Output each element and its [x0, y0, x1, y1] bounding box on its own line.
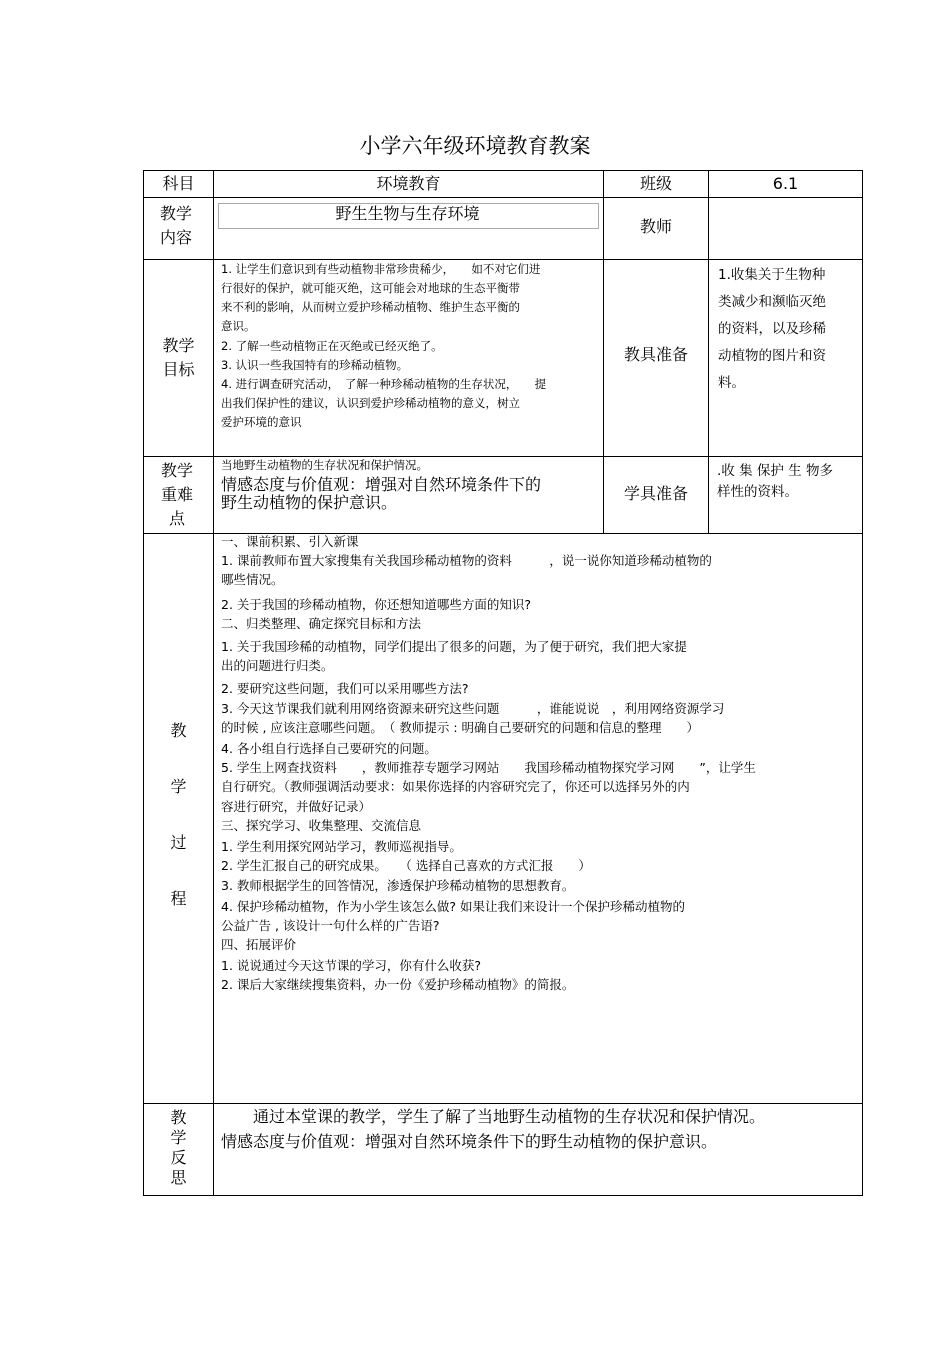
tools-list — [718, 262, 858, 397]
content-label-text: 教学内容 — [159, 204, 192, 247]
process-line: 自行研究。（教师强调活动要求：如果你选择的内容研究完了，你还可以选择另外的内 — [221, 779, 690, 795]
process-line: 哪些情况。 — [221, 572, 284, 588]
goal-line: 行很好的保护，就可能灭绝，这可能会对地球的生态平衡带 — [221, 281, 520, 295]
content-label — [152, 202, 200, 250]
tools-line: 类减少和濒临灭绝 — [718, 294, 826, 310]
process-line: 1. 课前教师布置大家搜集有关我国珍稀动植物的资料 ，说一说你知道珍稀动植物的 — [221, 553, 712, 569]
process-line: 5. 学生上网查找资料 ，教师推荐专题学习网站 我国珍稀动植物探究学习网 ”，让学生 — [221, 760, 756, 776]
student-line: 样性的资料。 — [717, 484, 798, 500]
reflect-line: 情感态度与价值观：增强对自然环境条件下的野生动植物的保护意识。 — [221, 1132, 718, 1151]
goals-list — [221, 260, 601, 432]
process-line: 出的问题进行归类。 — [221, 658, 334, 674]
key-big-line: 野生动植物的保护意识。 — [221, 493, 398, 512]
col-divider — [213, 170, 214, 1196]
class-value: 6.1 — [772, 174, 799, 193]
subject-value: 环境教育 — [376, 174, 441, 193]
goal-line: 1. 让学生们意识到有些动植物非常珍贵稀少， 如不对它们进 — [221, 262, 541, 276]
goal-line: 3. 认识一些我国特有的珍稀动植物。 — [221, 358, 409, 372]
process-line: 容进行研究，并做好记录） — [221, 798, 372, 814]
teacher-value — [709, 198, 862, 256]
key-label — [152, 459, 202, 531]
teacher-label: 教师 — [639, 217, 672, 236]
process-char: 教 — [170, 721, 187, 740]
tools-line: 料。 — [718, 375, 745, 391]
student-label: 学具准备 — [623, 484, 688, 503]
content-value: 野生生物与生存环境 — [335, 204, 480, 223]
reflect-line: 通过本堂课的教学，学生了解了当地野生动植物的生存状况和保护情况。 — [221, 1107, 766, 1126]
goal-line: 来不利的影响，从而树立爱护珍稀动植物、维护生态平衡的 — [221, 300, 520, 314]
reflect-content — [221, 1104, 861, 1154]
table-border-bottom — [143, 1195, 863, 1196]
reflect-char: 学 — [170, 1128, 187, 1147]
goals-label — [144, 260, 213, 456]
process-content — [221, 532, 859, 995]
process-line: 2. 课后大家继续搜集资料，办一份《爱护珍稀动植物》的简报。 — [221, 977, 575, 993]
process-char: 程 — [170, 889, 187, 908]
tools-label: 教具准备 — [623, 345, 688, 364]
process-line: 4. 保护珍稀动植物，作为小学生该怎么做? 如果让我们来设计一个保护珍稀动植物的 — [221, 898, 686, 914]
process-line: 3. 教师根据学生的回答情况，渗透保护珍稀动植物的思想教育。 — [221, 878, 575, 894]
process-line: 1. 说说通过今天这节课的学习，你有什么收获? — [221, 958, 482, 974]
goals-label-text: 教学目标 — [162, 336, 195, 379]
goal-line: 出我们保护性的建议，认识到爱护珍稀动植物的意义，树立 — [221, 396, 520, 410]
key-label-text: 教学重难点 — [160, 461, 193, 528]
class-label: 班级 — [639, 174, 672, 193]
goal-line: 4. 进行调查研究活动， 了解一种珍稀动植物的生存状况， 提 — [221, 377, 547, 391]
reflect-char: 思 — [170, 1168, 187, 1187]
tools-line: 动植物的图片和资 — [718, 348, 826, 364]
process-char: 学 — [170, 777, 187, 796]
tools-line: 的资料，以及珍稀 — [718, 321, 826, 337]
goal-line: 意识。 — [221, 319, 256, 333]
reflect-label — [144, 1108, 213, 1188]
reflect-char: 教 — [170, 1108, 187, 1127]
process-line: 2. 关于我国的珍稀动植物，你还想知道哪些方面的知识? — [221, 596, 532, 612]
student-line: .收 集 保护 生 物多 — [717, 463, 833, 479]
process-line: 公益广告 , 该设计一句什么样的广告语? — [221, 917, 440, 933]
tools-line: 1.收集关于生物种 — [718, 267, 826, 283]
goal-line: 爱护环境的意识 — [221, 415, 302, 429]
subject-label: 科目 — [162, 174, 195, 193]
process-line: 三、探究学习、收集整理、交流信息 — [221, 817, 422, 833]
key-small: 当地野生动植物的生存状况和保护情况。 — [221, 458, 428, 472]
process-line: 3. 今天这节课我们就利用网络资源来研究这些问题 ，谁能说说 ，利用网络资源学习 — [221, 700, 725, 716]
process-line: 的时候 , 应该注意哪些问题。 （ 教师提示 : 明确自己要研究的问题和信息的整理 ） — [221, 719, 700, 735]
process-line: 2. 要研究这些问题，我们可以采用哪些方法? — [221, 681, 469, 697]
process-line: 1. 学生利用探究网站学习，教师巡视指导。 — [221, 839, 462, 855]
goal-line: 2. 了解一些动植物正在灭绝或已经灭绝了。 — [221, 339, 443, 353]
process-line: 一、课前积累、引入新课 — [221, 534, 359, 549]
table-border-right — [862, 170, 863, 1196]
process-line: 四、拓展评价 — [221, 937, 297, 953]
reflect-char: 反 — [170, 1148, 187, 1167]
process-label — [144, 718, 213, 909]
process-line: 1. 关于我国珍稀的动植物，同学们提出了很多的问题，为了便于研究，我们把大家提 — [221, 639, 687, 655]
key-big-line: 情感态度与价值观：增强对自然环境条件下的 — [221, 475, 542, 494]
process-line: 4. 各小组自行选择自己要研究的问题。 — [221, 741, 437, 757]
key-content — [221, 457, 601, 512]
page-title: 小学六年级环境教育教案 — [359, 134, 591, 158]
student-list — [717, 461, 859, 503]
process-line: 2. 学生汇报自己的研究成果。 （ 选择自己喜欢的方式汇报 ） — [221, 858, 591, 874]
process-line: 二、归类整理、确定探究目标和方法 — [221, 615, 422, 631]
process-char: 过 — [170, 833, 187, 852]
